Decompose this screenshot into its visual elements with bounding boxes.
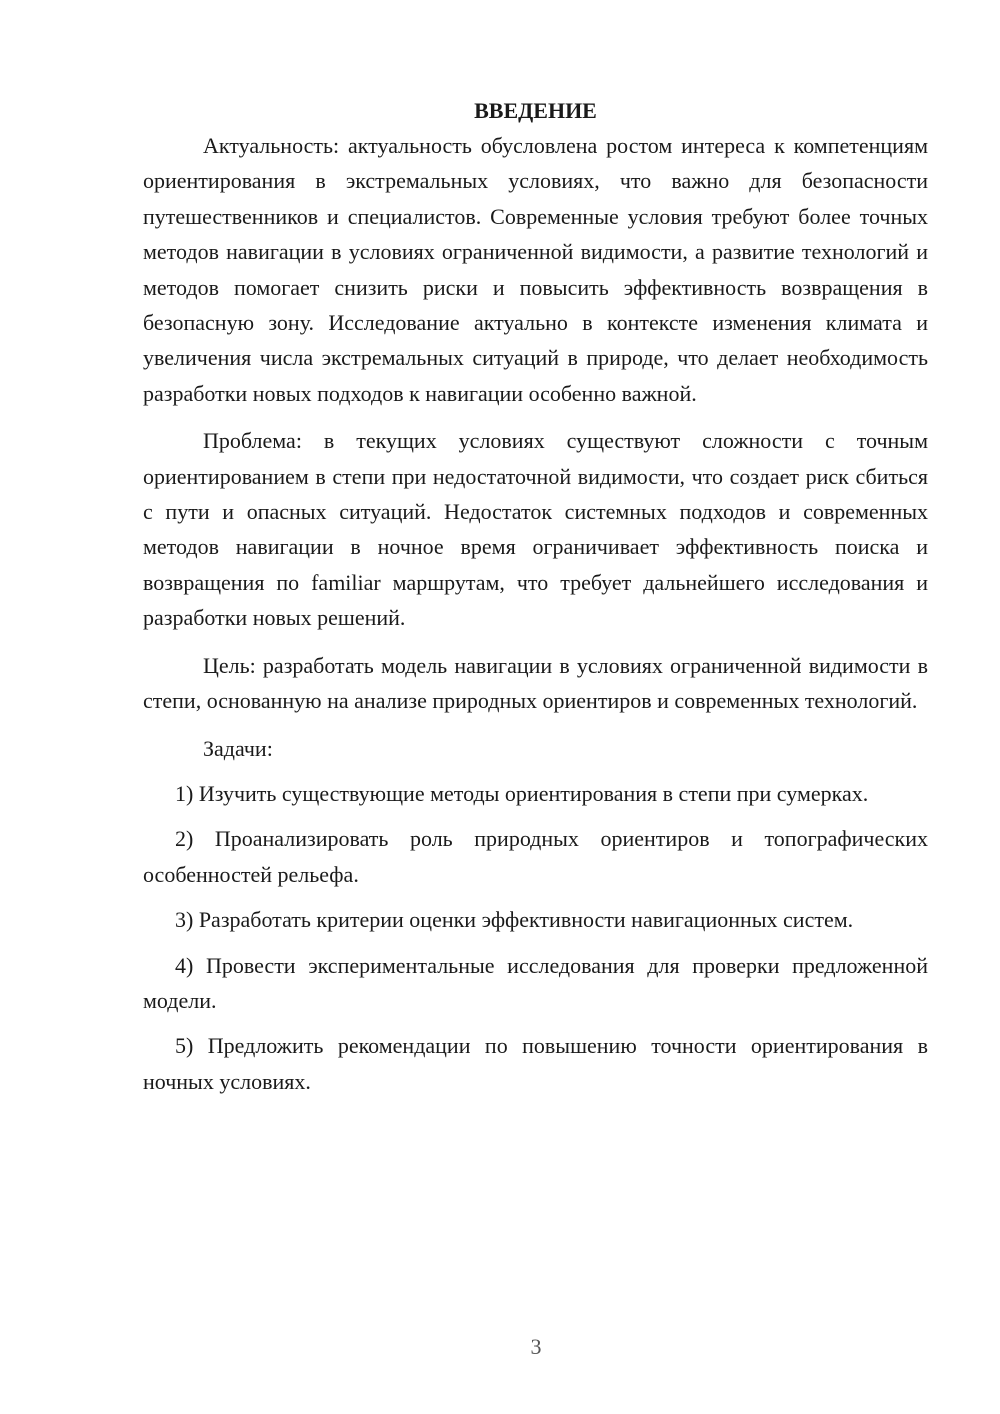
paragraph-problem: Проблема: в текущих условиях существуют сложности с точным ориентированием в степи при недостаточной видимости, что создает риск сбиться с пути и опасных ситуаций. Недостаток системных подходов и современных методов навигации в ночное время ограничивает эффективность поиска и возвращения по familiar маршрутам, что требует дальнейшего исследования и разработки новых решений. [143,428,928,631]
task-item: 4) Провести экспериментальные исследования для проверки предложенной модели. [143,952,928,1013]
paragraph-goal: Цель: разработать модель навигации в условиях ограниченной видимости в степи, основанную на анализе природных ориентиров и современных технологий. [143,652,928,714]
document-body [143,93,928,1099]
page-number: 3 [530,1334,542,1359]
paragraph-relevance: Актуальность: актуальность обусловлена ростом интереса к компетенциям ориентирования в экстремальных условиях, что важно для безопасности путешественников и специалистов. Современные условия требуют более точных методов навигации в условиях ограниченной видимости, а развитие технологий и методов помогает снизить риски и повысить эффективность возвращения в безопасную зону. Исследование актуально в контексте изменения климата и увеличения числа экстремальных ситуаций в природе, что делает необходимость разработки новых подходов к навигации особенно важной. [143,133,928,406]
section-title: ВВЕДЕНИЕ [474,98,597,123]
task-item: 2) Проанализировать роль природных ориентиров и топографических особенностей рельефа. [143,826,928,887]
tasks-heading: Задачи: [203,735,273,761]
task-item: 1) Изучить существующие методы ориентирования в степи при сумерках. [175,780,869,806]
task-item: 3) Разработать критерии оценки эффективности навигационных систем. [175,907,854,933]
task-item: 5) Предложить рекомендации по повышению точности ориентирования в ночных условиях. [143,1033,928,1094]
